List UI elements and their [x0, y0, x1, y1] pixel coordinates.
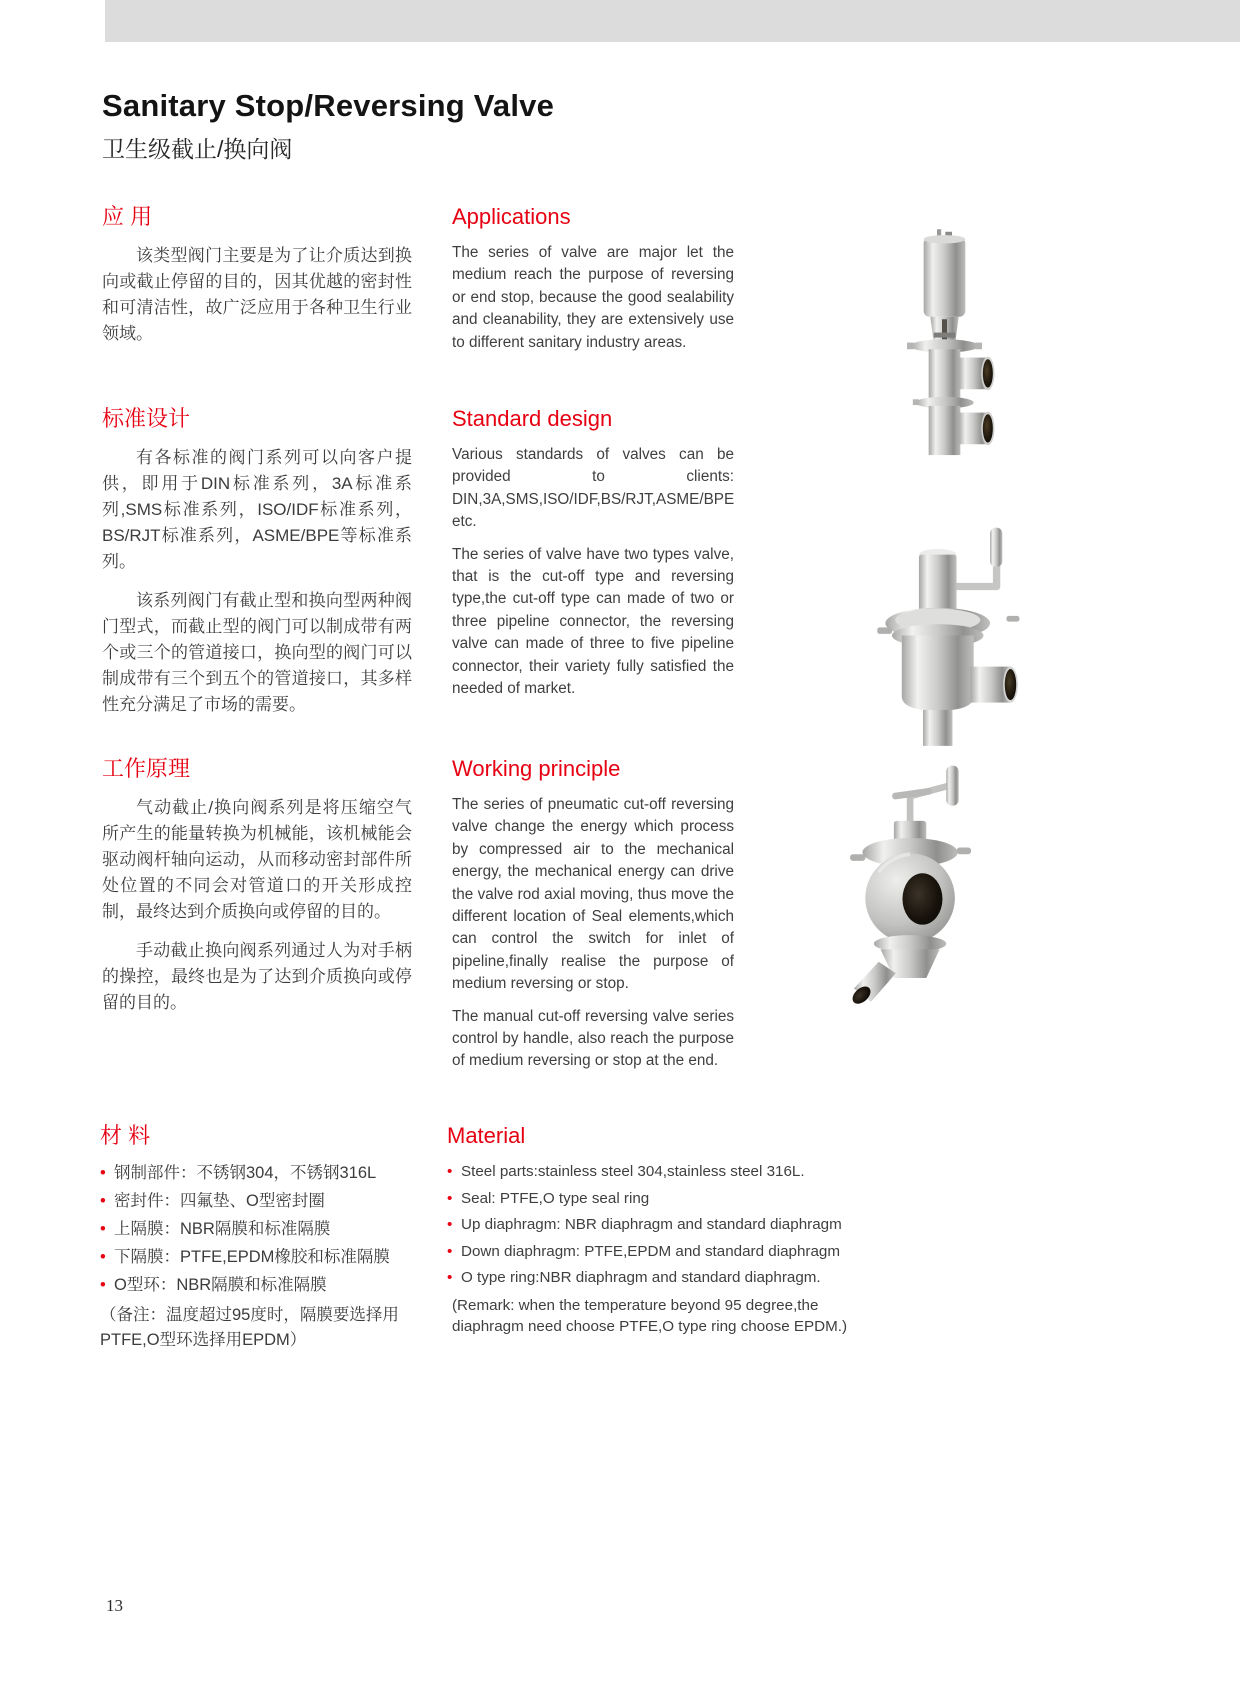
- standard-design-heading-zh: 标准设计: [102, 406, 191, 431]
- standard-design-p2-zh: 该系列阀门有截止型和换向型两种阀门型式，而截止型的阀门可以制成带有两个或三个的管道接口，换向型的阀门可以制成带有三个到五个的管道接口，其多样性充分满足了市场的需要。: [102, 591, 412, 714]
- material-heading-zh: 材 料: [100, 1123, 151, 1148]
- section-applications-zh: [102, 203, 412, 347]
- working-principle-p2-zh: 手动截止换向阀系列通过人为对手柄的操控，最终也是为了达到介质换向或停留的目的。: [102, 941, 412, 1012]
- material-heading-en: Material: [447, 1123, 526, 1148]
- manual-reversing-valve-image: [812, 758, 1012, 1018]
- material-item-zh: • 下隔膜：PTFE,EPDM橡胶和标准隔膜: [100, 1243, 422, 1271]
- header-bar: [105, 0, 1240, 42]
- section-standard-design-zh: [102, 405, 412, 718]
- working-principle-p1-en: The series of pneumatic cut-off reversing valve change the energy which process by compressed air to the mechanical energy, the mechanical energy can drive the valve rod axial moving, thus move the different location of Seal elements,which can control the switch for inlet of pipeline,finally realise the purpose of medium reversing or stop.: [452, 796, 734, 993]
- applications-body-en: The series of valve are major let the medium reach the purpose of reversing or end stop, because the good sealability and cleanability, they are extensively use to different sanitary industry areas.: [452, 244, 734, 351]
- section-working-principle-zh: [102, 755, 412, 1016]
- page-number: 13: [106, 1596, 123, 1615]
- applications-heading-zh: 应 用: [102, 204, 153, 229]
- section-applications-en: [452, 203, 734, 354]
- section-working-principle-en: [452, 755, 734, 1073]
- page-subtitle-zh: 卫生级截止/换向阀: [102, 136, 293, 162]
- working-principle-p1-zh: 气动截止/换向阀系列是将压缩空气所产生的能量转换为机械能，该机械能会驱动阀杆轴向运动，从而移动密封部件所处位置的不同会对管道口的开关形成控制，最终达到介质换向或停留的目的。: [102, 798, 412, 921]
- section-standard-design-en: [452, 405, 734, 700]
- manual-valve-with-handle-photo: [856, 506, 1044, 761]
- working-principle-heading-en: Working principle: [452, 756, 621, 781]
- standard-design-p2-en: The series of valve have two types valve, that is the cut-off type and reversing type,the cut-off type can made of two or three pipeline connector, the reversing valve can made of three to five pipeline connector, their variety fully satisfied the needed of market.: [452, 545, 734, 698]
- material-item-zh: • 钢制部件：不锈钢304，不锈钢316L: [100, 1159, 422, 1187]
- applications-heading-en: Applications: [452, 204, 571, 229]
- page-header: [102, 88, 554, 164]
- manual-reversing-valve-photo: [812, 758, 1012, 1018]
- pneumatic-valve-image: [882, 203, 1007, 478]
- material-item-en: • Down diaphragm: PTFE,EPDM and standard diaphragm: [447, 1239, 863, 1266]
- page-title: Sanitary Stop/Reversing Valve: [102, 88, 555, 123]
- material-item-en: • Seal: PTFE,O type seal ring: [447, 1186, 863, 1213]
- pneumatic-stop-reversing-valve-photo: [882, 203, 1007, 478]
- applications-body-zh: 该类型阀门主要是为了让介质达到换向或截止停留的目的，因其优越的密封性和可清洁性，故广泛应用于各种卫生行业领域。: [102, 246, 412, 343]
- material-note-zh: （备注：温度超过95度时，隔膜要选择用PTFE,O型环选择用EPDM）: [100, 1306, 399, 1349]
- material-item-zh: • 上隔膜：NBR隔膜和标准隔膜: [100, 1215, 422, 1243]
- manual-valve-image: [856, 506, 1044, 761]
- working-principle-heading-zh: 工作原理: [102, 756, 191, 781]
- material-item-en: • O type ring:NBR diaphragm and standard diaphragm.: [447, 1265, 863, 1292]
- material-item-zh: • O型环：NBR隔膜和标准隔膜: [100, 1271, 422, 1299]
- standard-design-p1-en: Various standards of valves can be provided to clients: DIN,3A,SMS,ISO/IDF,BS/RJT,ASME/BPE etc.: [452, 446, 735, 531]
- material-item-en: • Steel parts:stainless steel 304,stainless steel 316L.: [447, 1159, 863, 1186]
- material-list-zh: [100, 1159, 422, 1299]
- material-note-en: (Remark: when the temperature beyond 95 degree,the diaphragm need choose PTFE,O type ring choose EPDM.): [452, 1296, 848, 1335]
- standard-design-p1-zh: 有各标准的阀门系列可以向客户提供，即用于DIN标准系列，3A标准系列,SMS标准系列，ISO/IDF标准系列，BS/RJT标准系列，ASME/BPE等标准系列。: [102, 448, 412, 571]
- material-item-zh: • 密封件：四氟垫、O型密封圈: [100, 1187, 422, 1215]
- standard-design-heading-en: Standard design: [452, 406, 613, 431]
- section-material-en: [447, 1122, 863, 1338]
- material-list-en: [447, 1159, 863, 1292]
- working-principle-p2-en: The manual cut-off reversing valve series control by handle, also reach the purpose of medium reversing or stop at the end.: [452, 1007, 734, 1070]
- section-material-zh: [100, 1122, 422, 1353]
- material-item-en: • Up diaphragm: NBR diaphragm and standard diaphragm: [447, 1212, 863, 1239]
